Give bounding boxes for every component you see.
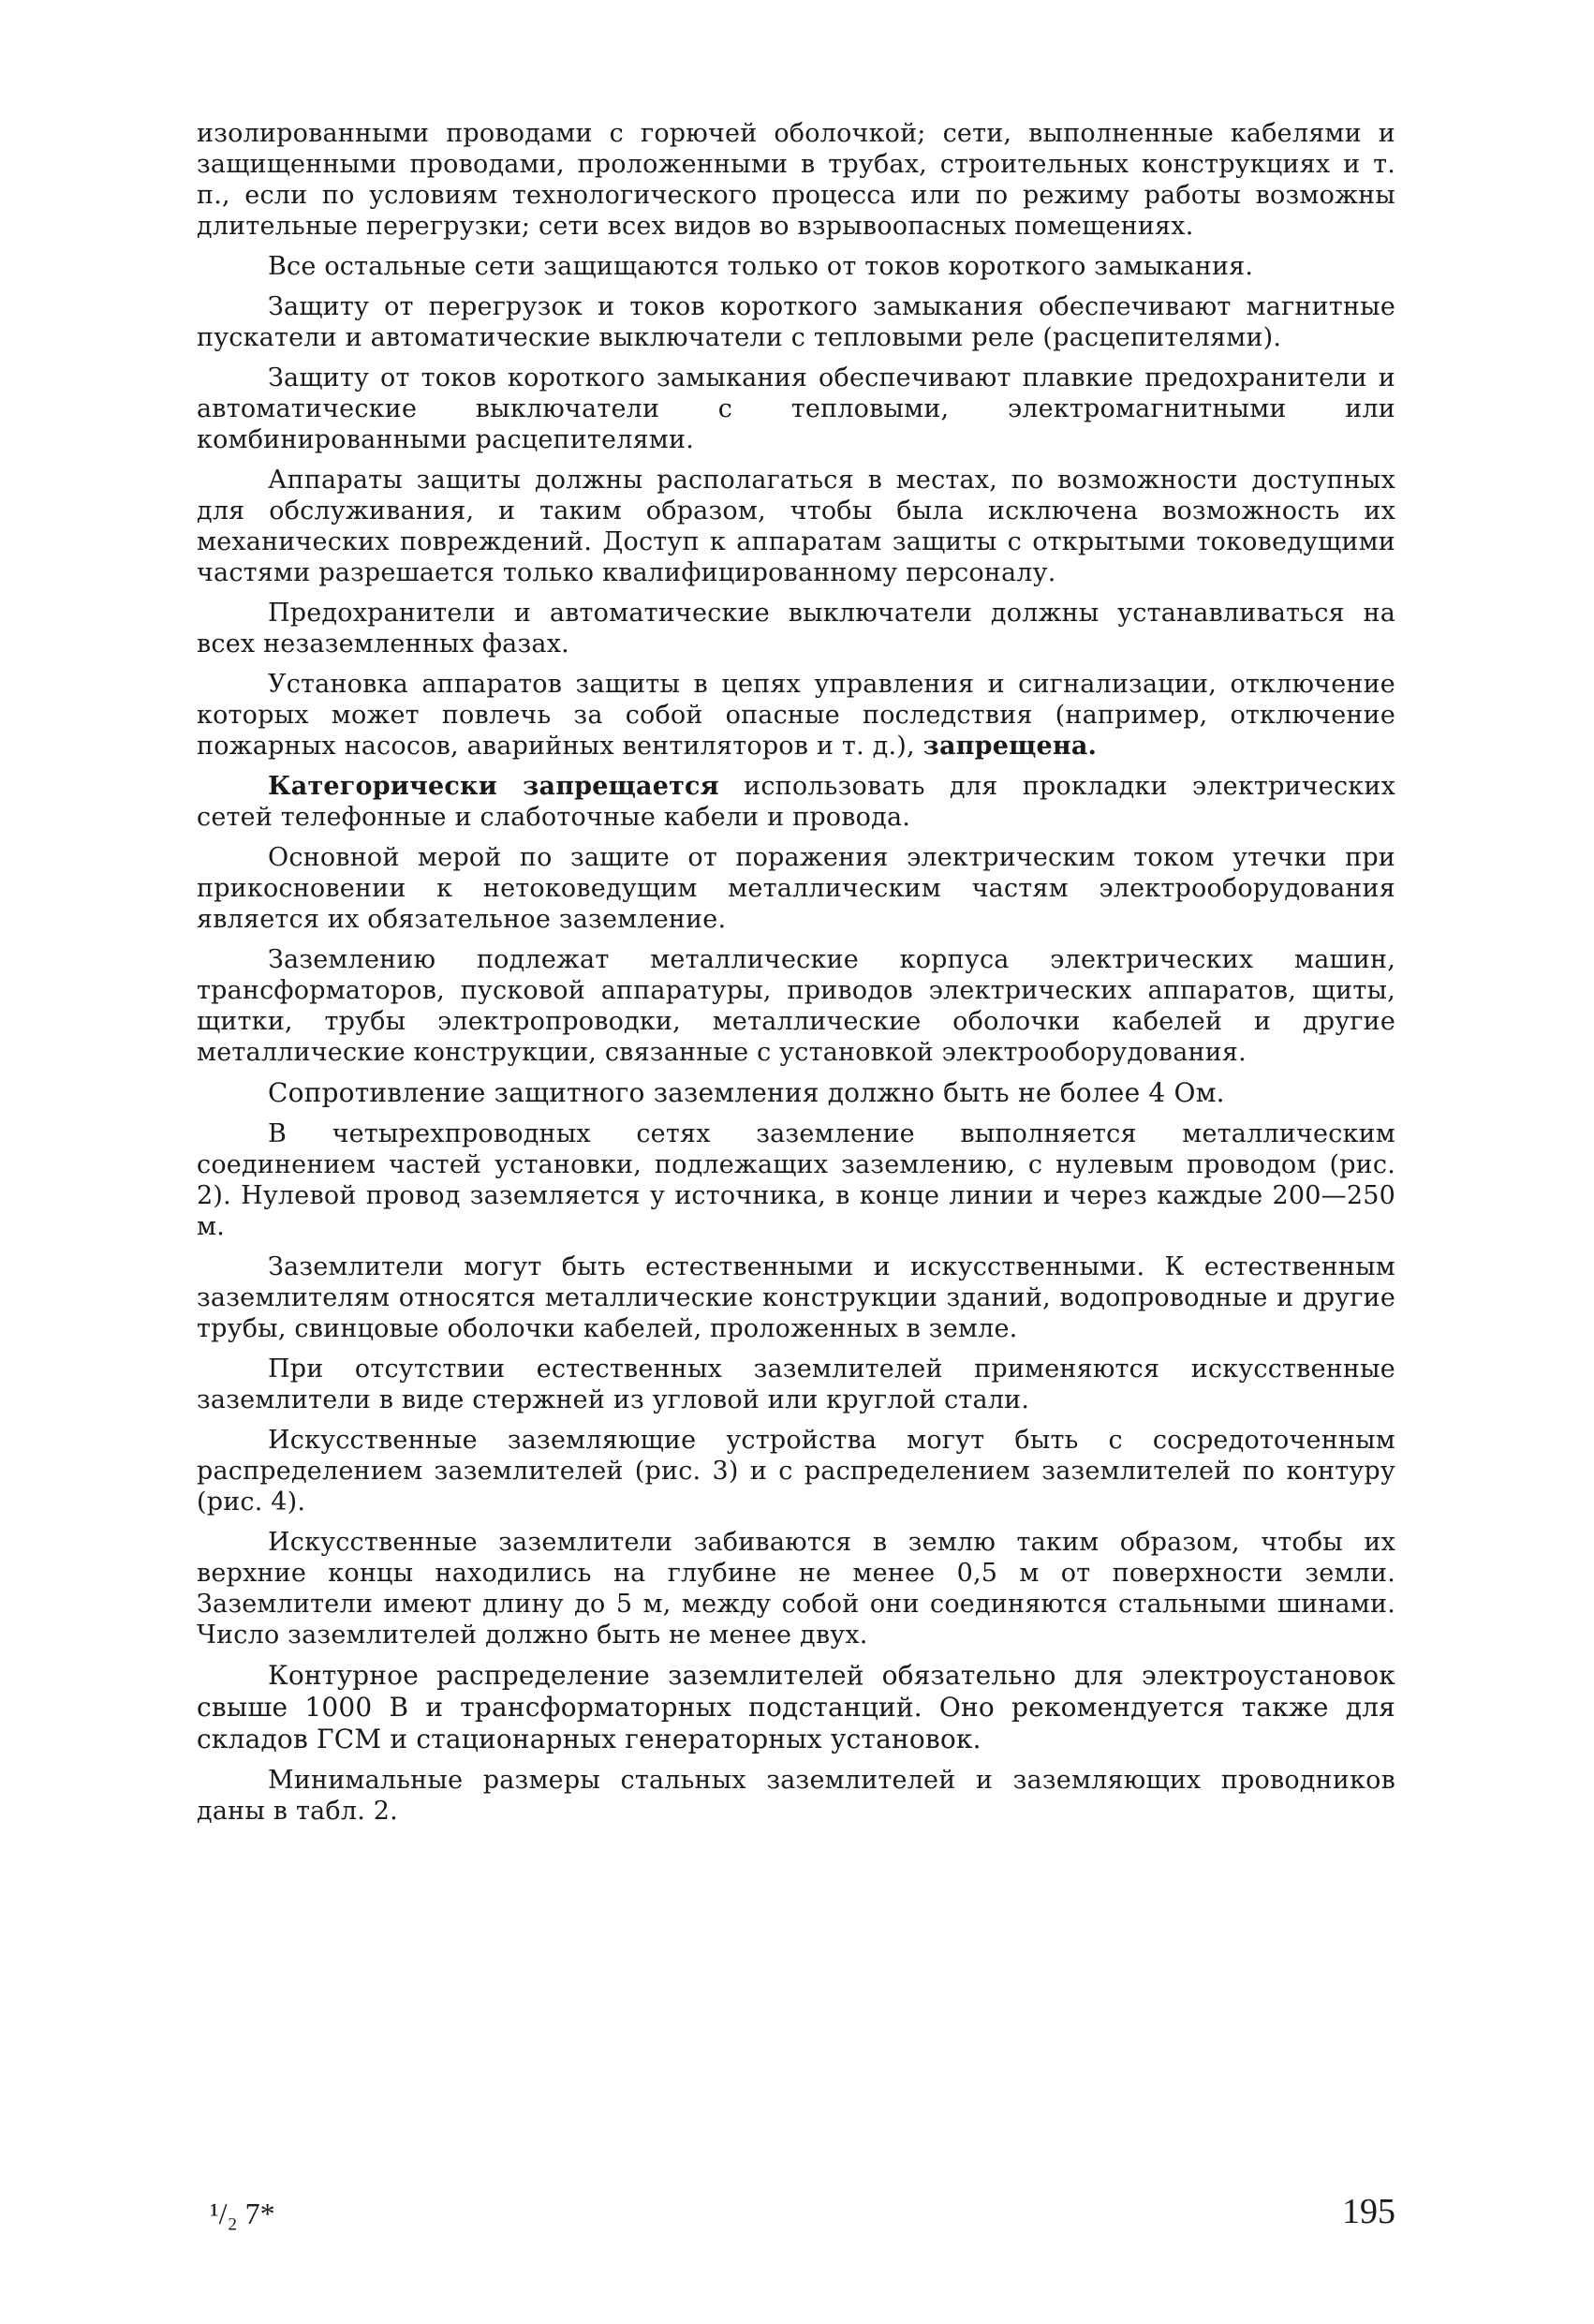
paragraph-15: Искусственные заземляющие устройства могут быть с сосредоточенным распределением заземлителей (рис. 3) и с распределением заземлителей по контуру (рис. 4). [197, 1426, 1395, 1517]
page-number: 195 [1342, 2192, 1395, 2231]
paragraph-8 [197, 771, 1395, 833]
page-body [197, 118, 1395, 1836]
paragraph-13: Заземлители могут быть естественными и искусственными. К естественным заземлителям относятся металлические конструкции зданий, водопроводные и другие трубы, свинцовые оболочки кабелей, проложенных в земле. [197, 1252, 1395, 1343]
paragraph-5: Аппараты защиты должны располагаться в местах, по возможности доступных для обслуживания, и таким образом, чтобы была исключена возможность их механических повреждений. Доступ к аппаратам защиты с открытыми токоведущими частями разрешается только квалифицированному персоналу. [197, 466, 1395, 587]
paragraph-17: Контурное распределение заземлителей обязательно для электроустановок свыше 1000 В и трансформаторных подстанций. Оно рекомендуется также для складов ГСМ и стационарных генераторных установок. [197, 1660, 1395, 1754]
paragraph-4: Защиту от токов короткого замыкания обеспечивают плавкие предохранители и автоматические выключатели с тепловыми, электромагнитными или комбинированными расцепителями. [197, 363, 1395, 454]
paragraph-1: изолированными проводами с горючей оболочкой; сети, выполненные кабелями и защищенными проводами, проложенными в трубах, строительных конструкциях и т. п., если по условиям технологического процесса или по режиму работы возможны длительные перегрузки; сети всех видов во взрывоопасных помещениях. [197, 119, 1395, 241]
paragraph-6: Предохранители и автоматические выключатели должны устанавливаться на всех незаземленных фазах. [197, 599, 1395, 659]
paragraph-2: Все остальные сети защищаются только от токов короткого замыкания. [268, 252, 1254, 281]
paragraph-3: Защиту от перегрузок и токов короткого замыкания обеспечивают магнитные пускатели и автоматические выключатели с тепловыми реле (расцепителями). [197, 292, 1395, 352]
paragraph-8-text: использовать для прокладки электрических сетей телефонные и слаботочные кабели и провода. [197, 772, 1395, 832]
paragraph-18: Минимальные размеры стальных заземлителей и заземляющих проводников даны в табл. 2. [197, 1766, 1395, 1826]
signature-mark: ¹/₂ 7* [210, 2197, 275, 2230]
paragraph-9: Основной мерой по защите от поражения электрическим током утечки при прикосновении к нетоковедущим металлическим частям электрооборудования является их обязательное заземление. [197, 843, 1395, 934]
paragraph-7-text: Установка аппаратов защиты в цепях управления и сигнализации, отключение которых может повлечь за собой опасные последствия (например, отключение пожарных насосов, аварийных вентиляторов и т. д.), [197, 670, 1395, 761]
paragraph-7 [197, 669, 1395, 762]
paragraph-12: В четырехпроводных сетях заземление выполняется металлическим соединением частей установки, подлежащих заземлению, с нулевым проводом (рис. 2). Нулевой провод заземляется у источника, в конце линии и через каждые 200—250 м. [197, 1119, 1395, 1241]
paragraph-7-emphasis: запрещена. [922, 732, 1098, 761]
paragraph-11: Сопротивление защитного заземления должно быть не более 4 Ом. [268, 1077, 1225, 1108]
paragraph-10: Заземлению подлежат металлические корпуса электрических машин, трансформаторов, пусковой аппаратуры, приводов электрических аппаратов, щиты, щитки, трубы электропроводки, металлические оболочки кабелей и другие металлические конструкции, связанные с установкой электрооборудования. [197, 945, 1395, 1067]
paragraph-8-emphasis: Категорически запрещается [268, 772, 719, 801]
paragraph-14: При отсутствии естественных заземлителей применяются искусственные заземлители в виде стержней из угловой или круглой стали. [197, 1354, 1395, 1414]
page-footer [197, 2192, 1395, 2243]
paragraph-16: Искусственные заземлители забиваются в землю таким образом, чтобы их верхние концы находились на глубине не менее 0,5 м от поверхности земли. Заземлители имеют длину до 5 м, между собой они соединяются стальными шинами. Число заземлителей должно быть не менее двух. [197, 1528, 1395, 1650]
